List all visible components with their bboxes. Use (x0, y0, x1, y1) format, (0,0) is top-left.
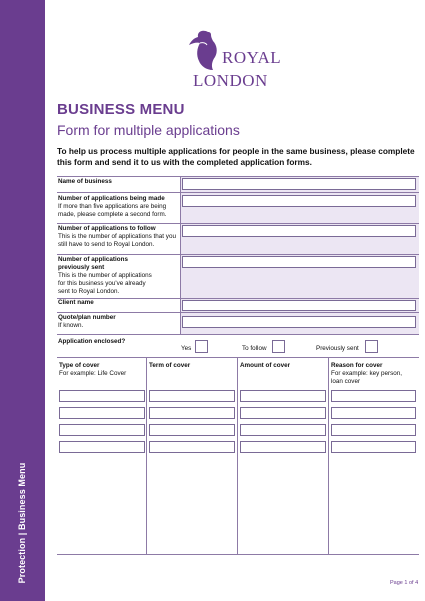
quote-plan-number-input[interactable] (182, 316, 416, 328)
logo-word-royal: ROYAL (222, 48, 282, 67)
amount-of-cover-input[interactable] (240, 441, 326, 453)
header-amount-of-cover: Amount of cover (240, 362, 291, 369)
table-divider (237, 357, 238, 554)
amount-of-cover-input[interactable] (240, 424, 326, 436)
term-of-cover-input[interactable] (149, 390, 235, 402)
page-title: BUSINESS MENU (57, 101, 185, 118)
yes-checkbox[interactable] (195, 340, 208, 353)
label-client-name: Client name (58, 299, 94, 306)
applications-being-made-input[interactable] (182, 195, 416, 207)
term-of-cover-input[interactable] (149, 441, 235, 453)
reason-for-cover-input[interactable] (331, 407, 416, 419)
reason-for-cover-input[interactable] (331, 441, 416, 453)
name-of-business-input[interactable] (182, 178, 416, 190)
table-divider (146, 357, 147, 554)
pelican-icon (188, 28, 224, 72)
label-quote-plan-number: Quote/plan number If known. (58, 314, 116, 329)
header-reason-for-cover: Reason for cover For example: key person, loan cover (331, 362, 403, 385)
logo-word-london: LONDON (193, 71, 268, 90)
page-subtitle: Form for multiple applications (57, 122, 240, 138)
label-applications-previously-sent: Number of applications previously sent This is the number of applications for this business you've already sent to Royal London. (58, 256, 152, 295)
type-of-cover-input[interactable] (59, 441, 145, 453)
reason-for-cover-input[interactable] (331, 390, 416, 402)
page-number: Page 1 of 4 (390, 580, 419, 586)
header-type-of-cover: Type of cover For example: Life Cover (59, 362, 127, 377)
to-follow-checkbox[interactable] (272, 340, 285, 353)
option-to-follow-label: To follow (242, 345, 267, 352)
applications-to-follow-input[interactable] (182, 225, 416, 237)
label-name-of-business: Name of business (58, 178, 112, 185)
header-term-of-cover: Term of cover (149, 362, 191, 369)
type-of-cover-input[interactable] (59, 390, 145, 402)
previously-sent-checkbox[interactable] (365, 340, 378, 353)
label-applications-to-follow: Number of applications to follow This is the number of applications that you still have to send to Royal London. (58, 225, 176, 248)
term-of-cover-input[interactable] (149, 424, 235, 436)
label-applications-being-made: Number of applications being made If more than five applications are being made, please complete a second form. (58, 195, 167, 218)
amount-of-cover-input[interactable] (240, 390, 326, 402)
sidebar (0, 0, 45, 601)
client-name-input[interactable] (182, 300, 416, 311)
intro-text: To help us process multiple applications for people in the same business, please complete this form and send it to us with the completed application forms. (57, 146, 415, 167)
option-yes-label: Yes (181, 345, 192, 352)
royal-london-logo (188, 28, 288, 94)
application-form (57, 176, 419, 554)
sidebar-label: Protection | Business Menu (17, 462, 27, 584)
type-of-cover-input[interactable] (59, 424, 145, 436)
amount-of-cover-input[interactable] (240, 407, 326, 419)
type-of-cover-input[interactable] (59, 407, 145, 419)
label-application-enclosed: Application enclosed? (58, 338, 126, 345)
applications-previously-sent-input[interactable] (182, 256, 416, 268)
term-of-cover-input[interactable] (149, 407, 235, 419)
table-divider (328, 357, 329, 554)
reason-for-cover-input[interactable] (331, 424, 416, 436)
option-previously-sent-label: Previously sent (316, 345, 359, 352)
